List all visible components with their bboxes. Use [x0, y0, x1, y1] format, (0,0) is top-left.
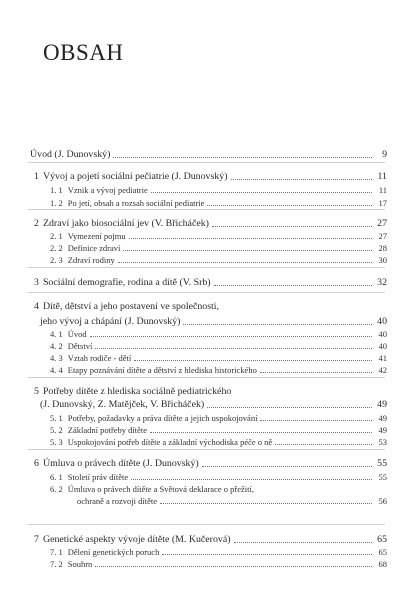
leader-dots: [90, 335, 372, 337]
section-title: Dětství: [67, 341, 93, 351]
toc-subentry: [50, 242, 387, 254]
page-number: 56: [378, 496, 387, 506]
section-number: 1. 2: [50, 198, 63, 208]
divider: [28, 377, 385, 378]
toc-subentry: [50, 340, 387, 352]
section-title: ochraně a rozvoji dítěte: [77, 496, 158, 506]
section-title: Vymezení pojmu: [67, 231, 126, 241]
leader-dots: [231, 178, 372, 180]
section-title: Definice zdraví: [67, 243, 121, 253]
divider: [28, 162, 385, 163]
toc-subentry: [50, 558, 387, 570]
leader-dots: [123, 249, 372, 251]
section-title: Uspokojování potřeb dítěte a základní východiska péče o ně: [67, 437, 273, 447]
chapter-title: Dítě, dětství a jeho postavení ve společnosti,: [42, 301, 220, 312]
toc-entry: [40, 399, 387, 411]
chapter-number: 1: [34, 171, 39, 182]
section-title: Vztah rodiče - dětí: [67, 353, 132, 363]
section-number: 5. 3: [50, 437, 63, 447]
page-number: 9: [382, 149, 387, 160]
leader-dots: [207, 406, 372, 408]
section-title: Po jetí, obsah a rozsah sociální pediatrie: [67, 198, 205, 208]
divider: [28, 292, 385, 293]
toc-entry: [34, 277, 387, 289]
section-number: 7. 2: [50, 559, 63, 569]
section-number: 6. 2: [50, 484, 63, 494]
section-title: Vznik a vývoj pediatrie: [67, 185, 148, 195]
leader-dots: [275, 443, 372, 445]
page-number: 28: [378, 243, 387, 253]
toc-entry: [34, 301, 387, 313]
chapter-title: (J. Dunovský, Z. Matějček, V. Břicháček): [40, 399, 205, 410]
toc-subentry: [50, 352, 387, 364]
chapter-title: Genetické aspekty vývoje dítěte (M. Kučerová): [42, 534, 231, 545]
section-title: Úvod: [67, 329, 87, 339]
leader-dots: [214, 284, 372, 286]
section-number: 4. 2: [50, 341, 63, 351]
toc-subentry: [50, 471, 387, 483]
page-number: 40: [378, 341, 387, 351]
page-number: 68: [378, 559, 387, 569]
page-number: 32: [377, 277, 387, 288]
section-number: 2. 3: [50, 255, 63, 265]
toc-entry: [30, 149, 387, 161]
chapter-title: Zdraví jako biosociální jev (V. Břicháček): [42, 218, 209, 229]
divider: [28, 209, 385, 210]
section-number: 2. 2: [50, 243, 63, 253]
page-number: 55: [378, 472, 387, 482]
section-number: 4. 4: [50, 365, 63, 375]
leader-dots: [131, 478, 372, 480]
page-number: 41: [378, 353, 387, 363]
toc-subentry: [50, 436, 387, 448]
toc-subentry: [50, 412, 387, 424]
chapter-title: Sociální demografie, rodina a dítě (V. Srb): [42, 277, 211, 288]
divider: [28, 449, 385, 450]
divider: [28, 524, 385, 525]
section-title: Etapy poznávání dítěte a dětství z hlediska historického: [67, 365, 257, 375]
toc-subentry: [50, 230, 387, 242]
page-number: 65: [377, 534, 387, 545]
section-title: Základní potřeby dítěte: [67, 425, 148, 435]
toc-subentry: [50, 254, 387, 266]
entry-title: Úvod (J. Dunovský): [30, 149, 111, 160]
page-number: 30: [378, 255, 387, 265]
page-number: 49: [378, 425, 387, 435]
leader-dots: [207, 204, 372, 206]
leader-dots: [234, 541, 373, 543]
toc-subentry: [50, 364, 387, 376]
toc-subentry: [50, 184, 387, 196]
toc-subentry: [50, 328, 387, 340]
page-number: 11: [378, 185, 387, 195]
page-number: 27: [378, 231, 387, 241]
chapter-number: 5: [34, 386, 39, 397]
leader-dots: [260, 371, 372, 373]
page-number: 55: [377, 458, 387, 469]
toc-entry: [34, 171, 387, 183]
leader-dots: [113, 156, 372, 158]
section-title: Století práv dítěte: [67, 472, 129, 482]
section-number: 7. 1: [50, 547, 63, 557]
section-number: 5. 1: [50, 413, 63, 423]
leader-dots: [95, 347, 372, 349]
section-title: Souhrn: [67, 559, 93, 569]
chapter-number: 4: [34, 301, 39, 312]
chapter-number: 6: [34, 458, 39, 469]
page-number: 49: [378, 413, 387, 423]
section-number: 4. 3: [50, 353, 63, 363]
section-number: 2. 1: [50, 231, 63, 241]
page-number: 40: [378, 329, 387, 339]
leader-dots: [95, 565, 372, 567]
chapter-title: Úmluva o právech dítěte (J. Dunovský): [42, 458, 199, 469]
page-number: 65: [378, 547, 387, 557]
page-number: 40: [377, 316, 387, 327]
page-number: 42: [378, 365, 387, 375]
leader-dots: [260, 419, 372, 421]
leader-dots: [150, 431, 372, 433]
chapter-number: 7: [34, 534, 39, 545]
section-title: Zdraví rodiny: [67, 255, 115, 265]
section-number: 5. 2: [50, 425, 63, 435]
page-number: 49: [377, 399, 387, 410]
toc-subentry: [50, 483, 387, 495]
leader-dots: [202, 465, 372, 467]
page-title: OBSAH: [43, 40, 124, 65]
leader-dots: [162, 553, 372, 555]
chapter-number: 2: [34, 218, 39, 229]
chapter-title: jeho vývoj a chápání (J. Dunovský): [40, 316, 181, 327]
toc-subentry: [50, 546, 387, 558]
leader-dots: [151, 191, 372, 193]
chapter-title: Potřeby dítěte z hlediska sociálně pediatrického: [42, 386, 232, 397]
page-number: 11: [377, 171, 387, 182]
section-number: 1. 1: [50, 185, 63, 195]
leader-dots: [118, 261, 372, 263]
section-number: 6. 1: [50, 472, 63, 482]
toc-subentry: [77, 495, 387, 507]
toc-entry: [40, 316, 387, 328]
page-number: 17: [378, 198, 387, 208]
leader-dots: [183, 323, 372, 325]
leader-dots: [160, 502, 372, 504]
toc-entry: [34, 386, 387, 398]
page-number: 27: [377, 218, 387, 229]
toc-entry: [34, 458, 387, 470]
section-title: Potřeby, požadavky a práva dítěte a jejich uspokojování: [67, 413, 258, 423]
page-number: 53: [378, 437, 387, 447]
chapter-number: 3: [34, 277, 39, 288]
section-title: Úmluva o právech dítěte a Světová deklarace o přežití,: [67, 484, 254, 494]
leader-dots: [129, 237, 372, 239]
section-title: Dělení genetických poruch: [67, 547, 160, 557]
section-number: 4. 1: [50, 329, 63, 339]
chapter-title: Vývoj a pojetí sociální pečiatrie (J. Dunovský): [42, 171, 228, 182]
toc-subentry: [50, 197, 387, 209]
toc-entry: [34, 218, 387, 230]
toc-entry: [34, 534, 387, 546]
leader-dots: [212, 225, 372, 227]
divider: [28, 267, 385, 268]
toc-subentry: [50, 424, 387, 436]
leader-dots: [134, 359, 372, 361]
